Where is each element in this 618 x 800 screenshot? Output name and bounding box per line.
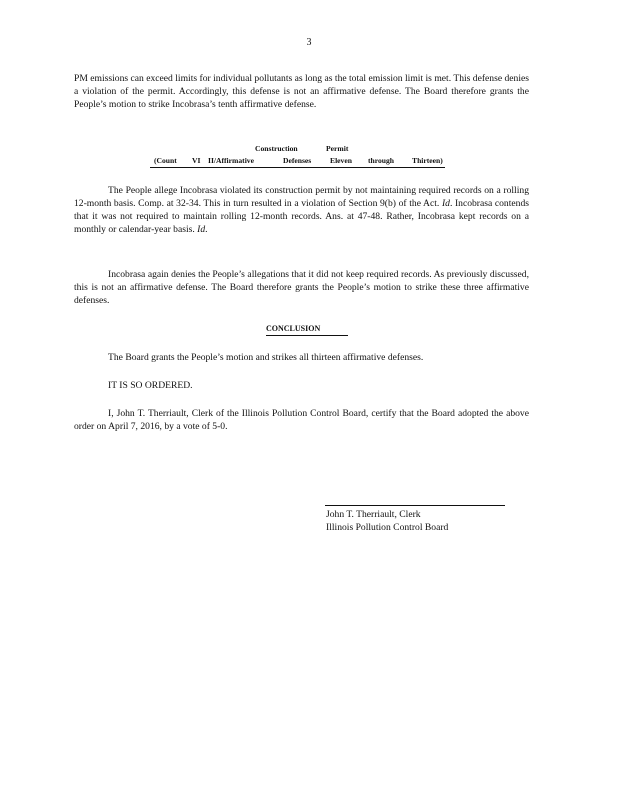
citation-id-2: Id (197, 224, 206, 235)
paragraph-records (74, 184, 529, 236)
heading-permit: Permit (326, 144, 349, 153)
paragraph-grant: The Board grants the People’s motion and strikes all thirteen affirmative defenses. (108, 352, 424, 363)
heading-through: through (368, 156, 395, 165)
heading-construction: Construction (255, 144, 298, 153)
heading-eleven: Eleven (330, 156, 352, 165)
signature-name: John T. Therriault, Clerk (326, 509, 421, 520)
citation-id-1: Id (441, 198, 450, 209)
signature-org: Illinois Pollution Control Board (326, 522, 449, 533)
heading-count: (Count (154, 156, 177, 165)
paragraph-records-part3: . (205, 224, 208, 235)
heading-thirteen: Thirteen) (412, 156, 443, 165)
signature-line (325, 505, 505, 506)
clerk-certification: I, John T. Therriault, Clerk of the Illinois Pollution Control Board, certify that the Board adopted the above order on April 7, 2016, by a vote of 5-0. (74, 408, 529, 432)
so-ordered: IT IS SO ORDERED. (108, 380, 193, 391)
heading-affirmative: II/Affirmative (208, 156, 254, 165)
paragraph-denial: Incobrasa again denies the People’s allegations that it did not keep required records. As previously discussed, this is not an affirmative defense. The Board therefore grants the People’s motion to strike these three affirmative defenses. (74, 269, 529, 306)
paragraph-records-part1: The People allege Incobrasa violated its construction permit by not maintaining required records on a rolling 12-month basis. Comp. at 32-34. This in turn resulted in a violation of Section 9(b) of the Act. (74, 185, 529, 209)
heading-count-num: VI (192, 156, 201, 165)
intro-paragraph: PM emissions can exceed limits for individual pollutants as long as the total emission limit is met. This defense denies a violation of the permit. Accordingly, this defense is not an affirmative defense. The Board therefore grants the People’s motion to strike Incobrasa’s tenth affirmative defense. (74, 73, 529, 110)
section-heading (150, 143, 450, 168)
heading-defenses: Defenses (283, 156, 312, 165)
page-number: 3 (306, 37, 312, 48)
paragraph-records-part2: . Incobrasa contends that it was not required to maintain rolling 12-month records. Ans. at 47-48. Rather, Incobrasa kept records on a monthly or calendar-year basis. (74, 198, 529, 235)
conclusion-heading: CONCLUSION (266, 323, 348, 336)
